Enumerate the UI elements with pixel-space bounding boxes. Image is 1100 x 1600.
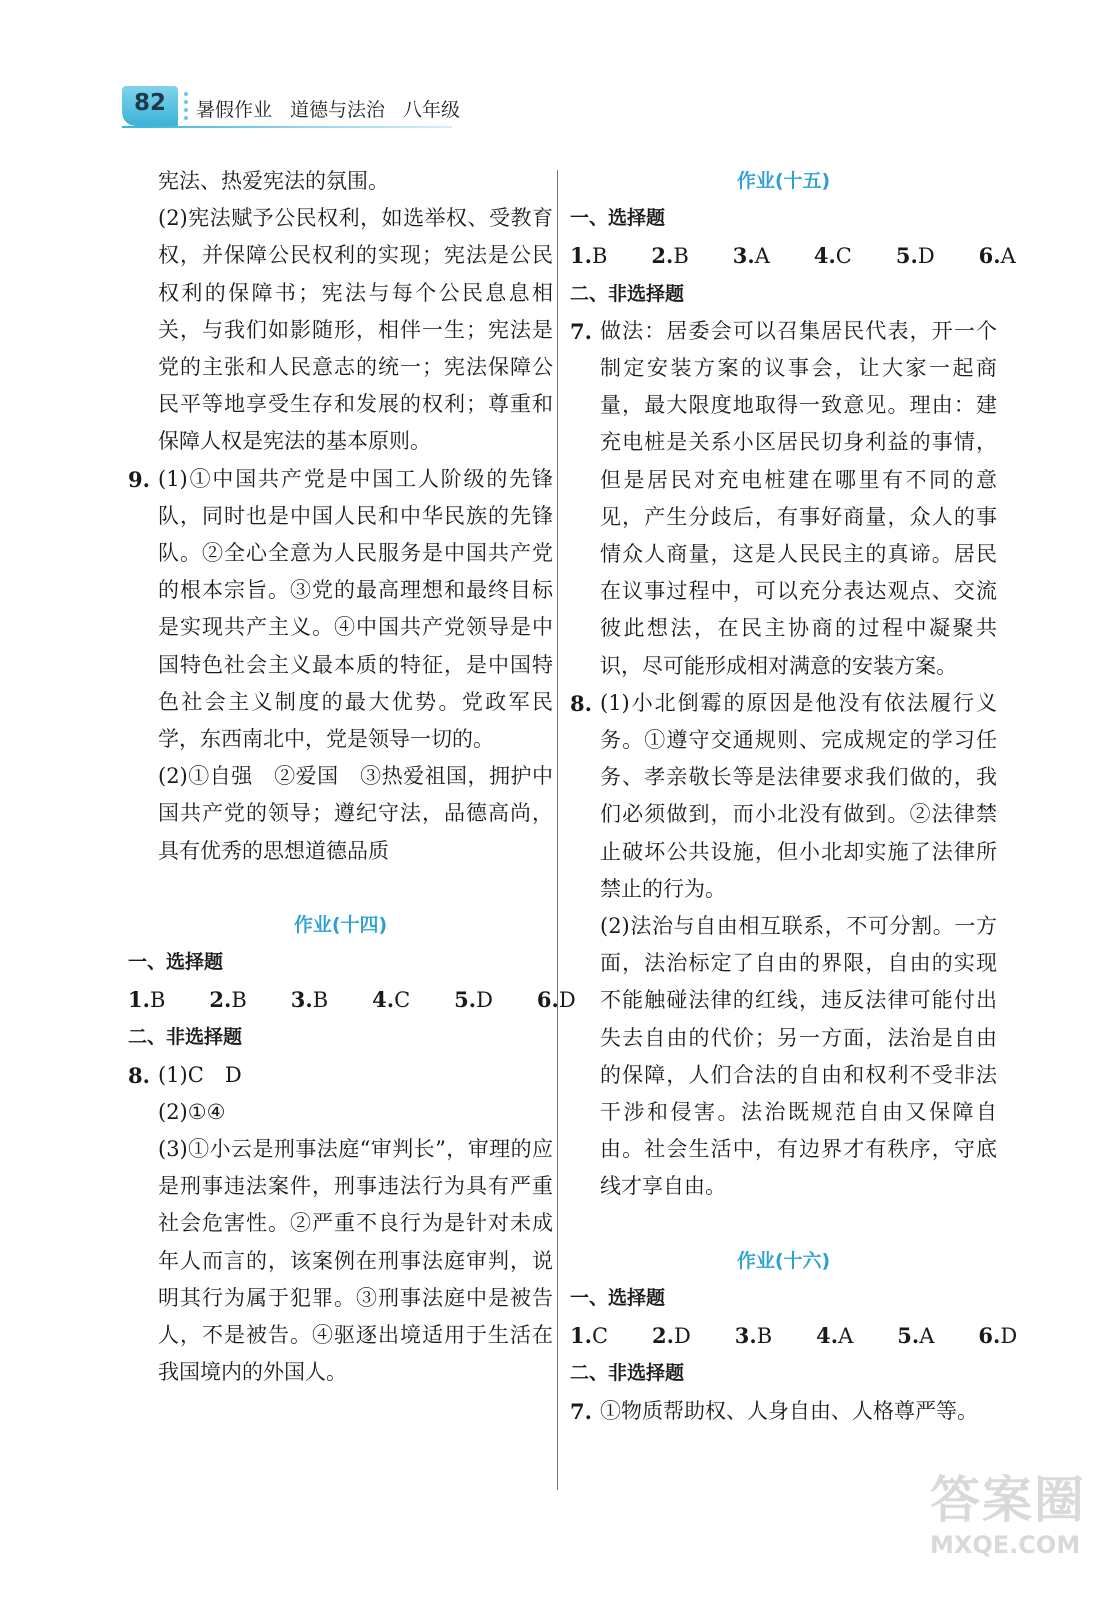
question-8-part-2: (2)①④: [158, 1099, 226, 1124]
answer-text: (1)C D: [158, 1062, 242, 1087]
question-9-part-2: (2)①自强 ②爱国 ③热爱祖国，拥护中国共产党的领导；遵纪守法，品德高尚，具有优秀的思想道德品质: [158, 764, 553, 863]
question-7: [570, 313, 997, 685]
continued-answer-2: (2)宪法赋予公民权利，如选举权、受教育权，并保障公民权利的实现；宪法是公民权利的保障书；宪法与每个公民息息相关，与我们如影随形，相伴一生；宪法是党的主张和人民意志的统一；宪法保障公民平等地享受生存和发展的权利；尊重和保障人权是宪法的基本原则。: [158, 206, 553, 454]
question-7: [570, 1393, 997, 1430]
answer-item: 6.A: [978, 243, 1016, 269]
answer-text: (1)小北倒霉的原因是他没有依法履行义务。①遵守交通规则、完成规定的学习任务、孝亲敬长等是法律要求我们做的，我们必须做到，而小北没有做到。②法律禁止破坏公共设施，但小北却实施了法律所禁止的行为。: [600, 690, 997, 901]
answer-item: 4.C: [813, 243, 852, 269]
question-8-part-3: (3)①小云是刑事法庭“审判长”，审理的应是刑事违法案件，刑事违法行为具有严重社会危害性。②严重不良行为是针对未成年人而言的，该案例在刑事法庭审判，说明其行为属于犯罪。③刑事法庭中是被告人，不是被告。④驱逐出境适用于生活在我国境内的外国人。: [158, 1137, 553, 1385]
spacer: [128, 870, 553, 907]
header-title: [196, 95, 478, 122]
answer-text: 做法：居委会可以召集居民代表，开一个制定安装方案的议事会，让大家一起商量，最大限度地取得一致意见。理由：建充电桩是关系小区居民切身利益的事情，但是居民对充电桩建在哪里有不同的意见，产生分歧后，有事好商量，众人的事情众人商量，这是人民民主的真谛。居民在议事过程中，可以充分表达观点、交流彼此想法，在民主协商的过程中凝聚共识，尽可能形成相对满意的安装方案。: [600, 318, 997, 678]
question-number: 8.: [128, 1062, 150, 1088]
answer-item: 3.A: [732, 243, 770, 269]
answer-text: ①物质帮助权、人身自由、人格尊严等。: [600, 1398, 978, 1423]
header-dots-decoration: [182, 92, 192, 124]
answer-item: 6.D: [536, 987, 576, 1013]
column-divider: [557, 170, 558, 1490]
answer-item: 5.D: [895, 243, 935, 269]
question-number: 7.: [570, 1398, 592, 1424]
book-title: 暑假作业: [196, 99, 273, 121]
grade-name: 八年级: [403, 99, 461, 121]
page-number: 82: [133, 90, 166, 116]
answer-item: 3.B: [734, 1323, 773, 1349]
section-multiple-choice: 一、选择题: [570, 207, 666, 230]
homework-14-title: 作业(十四): [293, 913, 388, 936]
answer-item: 4.A: [816, 1323, 854, 1349]
question-number: 8.: [570, 690, 592, 716]
section-non-choice: 二、非选择题: [128, 1026, 243, 1049]
answer-item: 5.D: [454, 987, 493, 1013]
header-underline: [122, 126, 452, 128]
answer-item: 5.A: [897, 1323, 935, 1349]
left-column: [128, 163, 576, 1392]
question-8: [570, 685, 997, 908]
answer-item: 1.B: [128, 987, 166, 1013]
choice-answers-14: [128, 981, 576, 1019]
answer-item: 4.C: [372, 987, 411, 1013]
question-number: 7.: [570, 318, 592, 344]
spacer: [570, 1206, 997, 1243]
watermark-logo-text: 答案圈: [930, 1471, 1086, 1529]
section-non-choice: 二、非选择题: [570, 282, 685, 305]
subject-name: 道德与法治: [290, 99, 386, 121]
question-8-part-2: (2)法治与自由相互联系，不可分割。一方面，法治标定了自由的界限，自由的实现不能触碰法律的红线，违反法律可能付出失去自由的代价；另一方面，法治是自由的保障，人们合法的自由和权利不受非法干涉和侵害。法治既规范自由又保障自由。社会生活中，有边界才有秩序，守底线才享自由。: [600, 914, 997, 1199]
homework-15-title: 作业(十五): [736, 170, 831, 192]
watermark-url: MXQE.COM: [930, 1531, 1081, 1559]
answer-text: (1)①中国共产党是中国工人阶级的先锋队，同时也是中国人民和中华民族的先锋队。②全心全意为人民服务是中国共产党的根本宗旨。③党的最高理想和最终目标是实现共产主义。④中国共产党领导是中国特色社会主义最本质的特征，是中国特色社会主义制度的最大优势。党政军民学，东西南北中，党是领导一切的。: [158, 466, 553, 752]
homework-16-title: 作业(十六): [736, 1249, 831, 1272]
section-non-choice: 二、非选择题: [570, 1362, 685, 1385]
answer-item: 2.B: [651, 243, 689, 269]
page-header: [122, 86, 542, 128]
answer-item: 2.B: [209, 987, 247, 1013]
answer-item: 3.B: [290, 987, 329, 1013]
question-9: [128, 461, 553, 759]
answer-item: 2.D: [652, 1323, 691, 1349]
section-multiple-choice: 一、选择题: [570, 1286, 666, 1309]
choice-answers-15: [570, 237, 1016, 275]
answer-item: 1.C: [570, 1323, 609, 1349]
answer-item: 1.B: [570, 243, 608, 269]
continued-text: 宪法、热爱宪法的氛围。: [158, 169, 389, 193]
watermark: [930, 1470, 1090, 1580]
right-column: [570, 163, 1018, 1430]
section-multiple-choice: 一、选择题: [128, 951, 224, 974]
question-number: 9.: [128, 466, 150, 492]
choice-answers-16: [570, 1317, 1018, 1355]
answer-item: 6.D: [978, 1323, 1018, 1349]
question-8: [128, 1057, 553, 1094]
